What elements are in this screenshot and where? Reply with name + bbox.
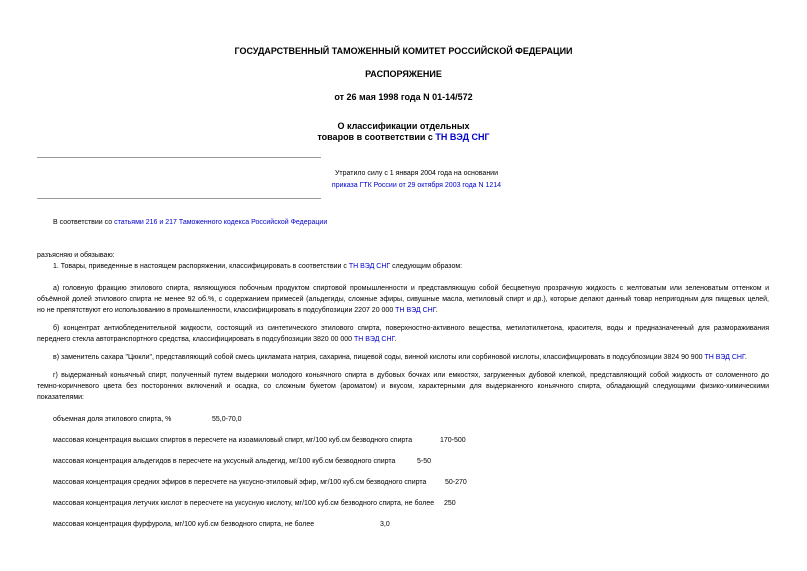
document-date-number: от 26 мая 1998 года N 01-14/572 bbox=[334, 92, 473, 102]
parameter-value: 3,0 bbox=[380, 521, 390, 528]
sub-g-line3: показателями: bbox=[37, 394, 84, 401]
tnved-link[interactable]: ТН ВЭД СНГ bbox=[435, 132, 490, 142]
sub-a-text: но не препятствуют его использованию в промышленности, классифицировать в подсубпозиции 2207 20 000 bbox=[37, 307, 396, 314]
divider bbox=[37, 198, 321, 199]
preamble bbox=[53, 218, 327, 227]
sub-b-line1: б) концентрат антиобледенительной жидкости, состоящий из синтетического этилового спирта, поверхностно-активного вещества, метилэтилкетона, красителя, воды и предназначенный для размораживания bbox=[53, 325, 769, 332]
tnved-link[interactable]: ТН ВЭД СНГ bbox=[348, 263, 391, 270]
parameter-label: массовая концентрация летучих кислот в пересчете на уксусную кислоту, мг/100 куб.см безводного спирта, не более bbox=[53, 500, 435, 507]
sub-b-line2 bbox=[37, 335, 396, 344]
sub-b-text: переднего стекла автотранспортного средства, классифицировать в подсубпозиции 3820 00 000 bbox=[37, 336, 354, 343]
tnved-link[interactable]: ТН ВЭД СНГ bbox=[353, 336, 395, 343]
explain-line: разъясняю и обязываю: bbox=[37, 252, 115, 259]
parameter-label: массовая концентрация средних эфиров в пересчете на уксусно-этиловый эфир, мг/100 куб.см безводного спирта bbox=[53, 479, 427, 486]
item-1-suffix: следующим образом: bbox=[390, 263, 463, 270]
repeal-order-link[interactable]: приказа ГТК России от 29 октября 2003 года N 1214 bbox=[331, 182, 502, 189]
parameter-value: 250 bbox=[444, 500, 456, 507]
sub-a-line3 bbox=[37, 306, 438, 315]
parameter-label: массовая концентрация фурфурола, мг/100 куб.см безводного спирта, не более bbox=[53, 521, 315, 528]
divider bbox=[37, 157, 321, 158]
parameter-label: объемная доля этилового спирта, % bbox=[53, 416, 172, 423]
sub-a-suffix: . bbox=[435, 307, 438, 314]
repeal-note-text: Утратило силу с 1 января 2004 года на основании bbox=[334, 170, 499, 177]
parameter-label: массовая концентрация высших спиртов в пересчете на изоамиловый спирт, мг/100 куб.см безводного спирта bbox=[53, 437, 413, 444]
sub-a-line1: а) головную фракцию этилового спирта, являющуюся побочным продуктом спиртовой промышленности и представляющую собой бесцветную прозрачную жидкость с желтоватым или зеленоватым оттенком и bbox=[53, 285, 769, 292]
sub-v bbox=[53, 353, 747, 362]
parameter-value: 50-270 bbox=[445, 479, 467, 486]
parameter-value: 170-500 bbox=[440, 437, 466, 444]
sub-a-line2: объёмной долей этилового спирта не менее 92 об.%, с содержанием примесей (альдегиды, сложные эфиры, сивушные масла, метиловый спирт и др.), которые делают данный товар непригодным для пищевых целей, bbox=[37, 296, 769, 303]
tnved-link[interactable]: ТН ВЭД СНГ bbox=[395, 307, 436, 314]
parameter-label: массовая концентрация альдегидов в пересчете на уксусный альдегид, мг/100 куб.см безводного спирта bbox=[53, 458, 396, 465]
title-text: товаров в соответствии с bbox=[317, 132, 436, 142]
parameter-value: 55,0-70,0 bbox=[212, 416, 242, 423]
preamble-text: В соответствии со bbox=[53, 219, 115, 226]
document-title-line2 bbox=[0, 132, 807, 142]
sub-g-line2: темно-коричневого цвета без посторонних включений и осадка, со сложным букетом (ароматом) и вкусом, характерными для выдержанного коньячного спирта, обладающий следующими физико-химическими bbox=[37, 383, 769, 390]
issuing-authority: ГОСУДАРСТВЕННЫЙ ТАМОЖЕННЫЙ КОМИТЕТ РОССИЙСКОЙ ФЕДЕРАЦИИ bbox=[234, 46, 573, 56]
parameter-value: 5-50 bbox=[417, 458, 432, 465]
sub-v-text: в) заменитель сахара "Цюкли", представляющий собой смесь цикламата натрия, сахарина, пищевой соды, винной кислоты или сорбиновой кислоты, классифицировать в подсубпозиции 3824 90 900 bbox=[53, 354, 705, 361]
document-title-line1: О классификации отдельных bbox=[337, 121, 470, 131]
sub-g-line1: г) выдержанный коньячный спирт, полученный путем выдержки молодого коньячного спирта в дубовых бочках или емкостях, загруженных дубовой клепкой, представляющий собой жидкость от соломенного до bbox=[53, 372, 769, 379]
item-1 bbox=[53, 262, 462, 271]
document-type: РАСПОРЯЖЕНИЕ bbox=[365, 69, 442, 79]
tnved-link[interactable]: ТН ВЭД СНГ bbox=[704, 354, 745, 361]
sub-v-suffix: . bbox=[744, 354, 747, 361]
customs-code-link[interactable]: статьями 216 и 217 Таможенного кодекса Российской Федерации bbox=[114, 219, 328, 226]
item-1-text: 1. Товары, приведенные в настоящем распоряжении, классифицировать в соответствии с bbox=[53, 263, 349, 270]
sub-b-suffix: . bbox=[394, 336, 397, 343]
